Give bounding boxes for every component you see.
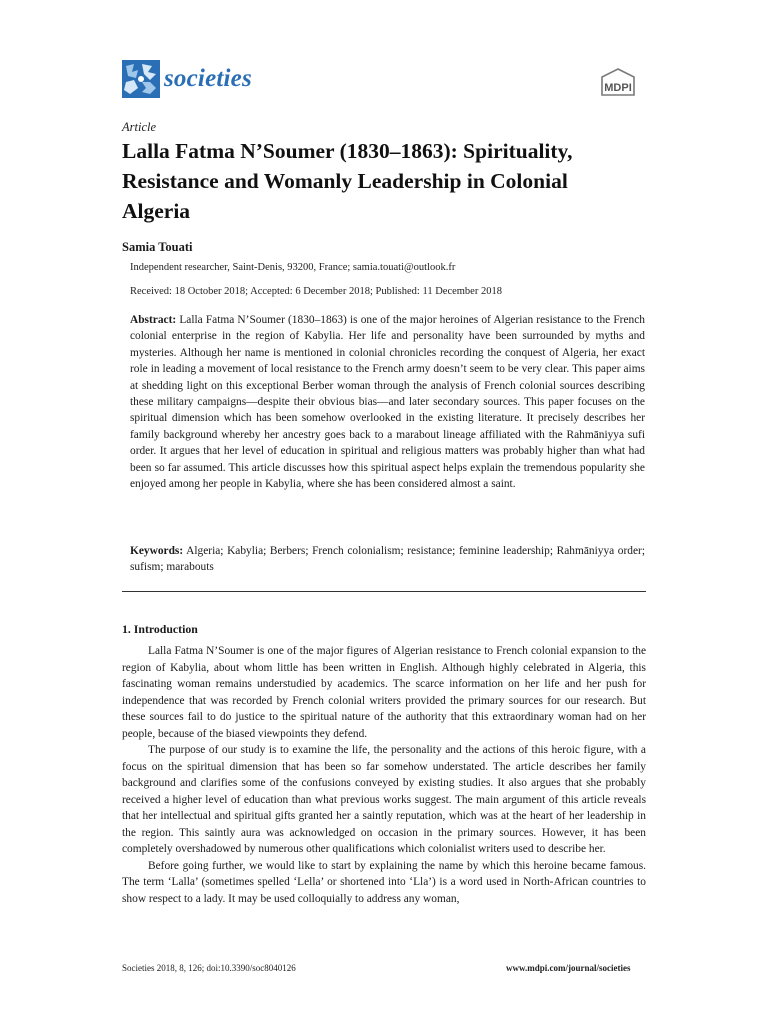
paragraph: The purpose of our study is to examine the life, the personality and the actions of this heroic figure, with a focus on the spiritual dimension that has been so far somehow understated. The article describes her family background and clarifies some of the confusions conveyed by existing studies. It also argues that she probably received a higher level of education than what previous works suggest. The main argument of this article reveals that her intellectual and spiritual gifts granted her a saintly reputation, which was at the heart of her leadership in the region. This saintly aura was acknowledged on occasion in the primary sources. However, it has been completely overshadowed by numerous other qualifications which colonialist writers used to describe her. xyxy=(122,744,646,855)
publication-dates: Received: 18 October 2018; Accepted: 6 December 2018; Published: 11 December 2018 xyxy=(130,286,502,297)
author-name: Samia Touati xyxy=(122,240,193,254)
keywords-text: Algeria; Kabylia; Berbers; French colonialism; resistance; feminine leadership; Rahmāniyya order; sufism; marabouts xyxy=(130,545,646,574)
article-type: Article xyxy=(122,120,157,134)
paragraph: Before going further, we would like to start by explaining the name by which this heroine became famous. The term ‘Lalla’ (sometimes spelled ‘Lella’ or shortened into ‘Lla’) is a word used in North-African countries to show respect to a lady. It may be used colloquially to address any woman, xyxy=(122,859,646,905)
section-divider xyxy=(122,591,646,592)
affiliation: Independent researcher, Saint-Denis, 93200, France; samia.touati@outlook.fr xyxy=(130,262,456,273)
section-heading: 1. Introduction xyxy=(122,622,198,636)
abstract-label: Abstract: xyxy=(130,314,177,326)
paper-title: Lalla Fatma N’Soumer (1830–1863): Spirituality, Resistance and Womanly Leadership in Colonial Algeria xyxy=(122,139,573,223)
section-body xyxy=(122,643,646,907)
mdpi-logo-icon xyxy=(600,67,636,97)
svg-text:MDPI: MDPI xyxy=(604,82,632,94)
keywords xyxy=(130,543,645,576)
societies-logo-icon xyxy=(122,60,160,98)
footer-citation: Societies 2018, 8, 126; doi:10.3390/soc8040126 xyxy=(122,963,296,973)
abstract-text: Lalla Fatma N’Soumer (1830–1863) is one of the major heroines of Algerian resistance to the French colonial enterprise in the region of Kabylia. Her life and personality have been surrounded by myths and mysteries. Although her name is mentioned in colonial chronicles recording the conquest of Algeria, her exact role in leading a movement of local resistance to the French army doesn’t seem to be very clear. This paper aims at shedding light on this exceptional Berber woman through the analysis of French colonial sources describing these military campaigns—despite their obvious bias—and later secondary sources. This paper focuses on the spiritual dimension which has been somehow overlooked in the existing literature. It precisely describes her family background whereby her ancestry goes back to a marabout lineage affiliated with the Rahmāniyya sufi order. It argues that her level of education in spiritual and religious matters was probably higher than what had been so far assumed. This article discusses how this spiritual aspect helps explain the tremendous popularity she enjoyed among her people in Kabylia, where she has been considered almost a saint. xyxy=(130,314,645,491)
abstract xyxy=(130,312,645,492)
footer-url[interactable]: www.mdpi.com/journal/societies xyxy=(506,963,631,973)
journal-logo xyxy=(122,60,252,98)
journal-name: societies xyxy=(164,65,252,92)
keywords-label: Keywords: xyxy=(130,545,184,557)
paragraph: Lalla Fatma N’Soumer is one of the major figures of Algerian resistance to French colonial expansion to the region of Kabylia, about whom little has been written in English. Although highly celebrated in Algeria, this fascinating woman remains understudied by academics. The scarce information on her life and her push for independence that was recorded by French colonial writers provided the primary sources for our research. But these sources fail to do justice to the spiritual nature of the authority that this extraordinary woman had on her people, because of the biased viewpoints they defend. xyxy=(122,645,646,740)
